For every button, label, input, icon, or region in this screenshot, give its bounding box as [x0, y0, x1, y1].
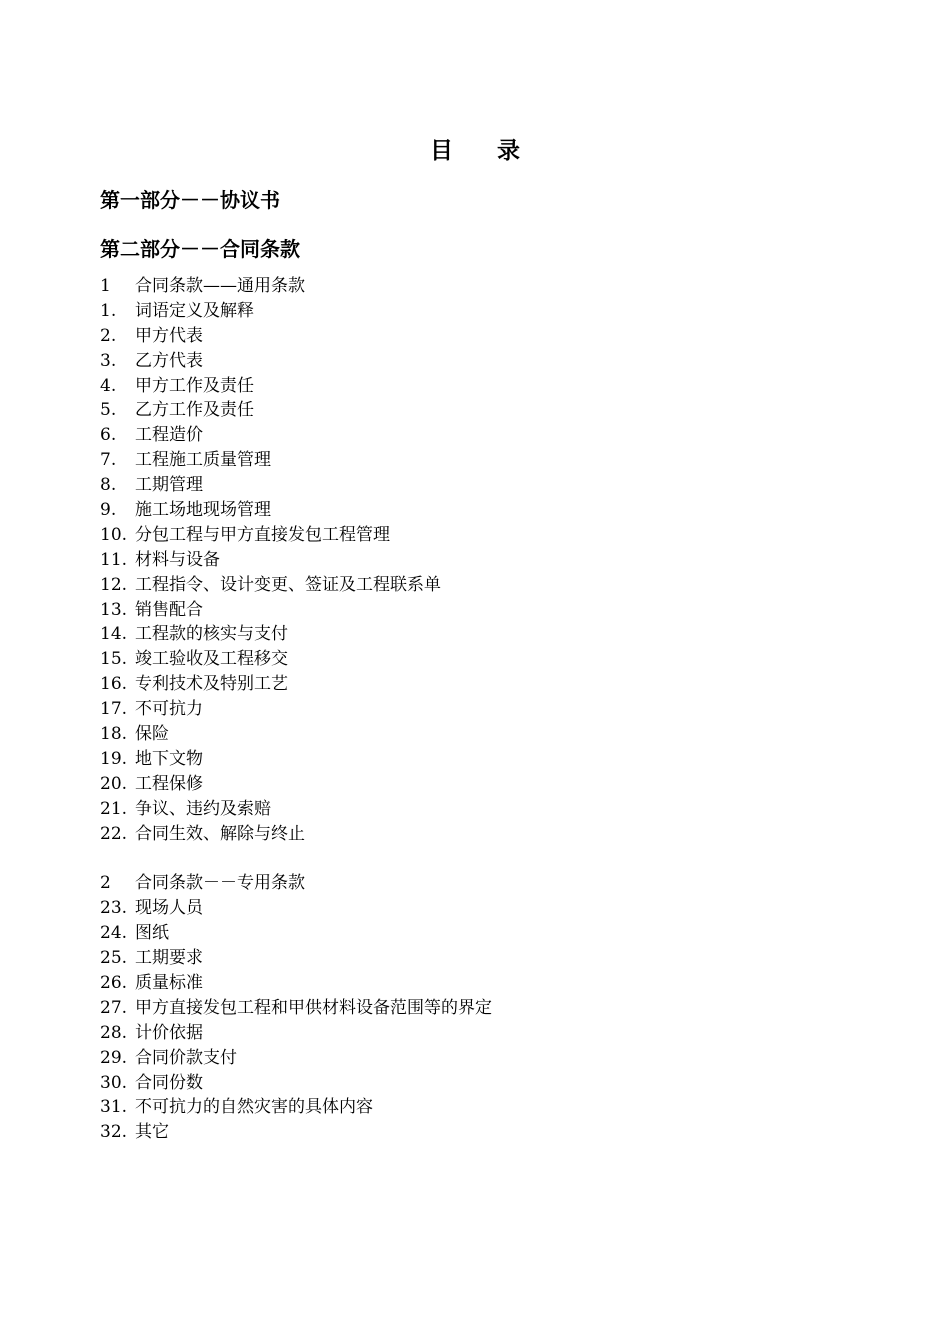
toc-title-char-2: 录: [497, 138, 520, 164]
part-one-heading: 第一部分－－协议书: [100, 188, 280, 212]
toc-entry-text: 乙方代表: [135, 350, 203, 371]
section-heading-text: 合同条款——通用条款: [135, 276, 305, 296]
toc-list: [100, 274, 492, 1145]
toc-entry: [100, 971, 492, 996]
section-heading-number: 1: [100, 276, 111, 296]
toc-entry: [100, 473, 492, 498]
toc-entry-number: 22.: [100, 823, 128, 844]
toc-entry: [100, 1120, 492, 1145]
section-heading-text: 合同条款－－专用条款: [135, 873, 305, 894]
toc-entry-number: 15.: [100, 649, 128, 670]
toc-entry: [100, 996, 492, 1021]
toc-entry-number: 10.: [100, 524, 128, 545]
toc-entry: [100, 1046, 492, 1071]
toc-entry-text: 专利技术及特别工艺: [135, 674, 288, 695]
toc-entry: [100, 523, 492, 548]
toc-entry-number: 8.: [100, 475, 117, 496]
toc-entry-number: 7.: [100, 450, 117, 471]
toc-entry-number: 27.: [100, 997, 128, 1018]
section-heading-row: [100, 871, 492, 896]
toc-entry-number: 26.: [100, 972, 128, 993]
toc-entry: [100, 324, 492, 349]
toc-entry-text: 工程款的核实与支付: [135, 624, 288, 645]
toc-entry-text: 其它: [135, 1122, 169, 1143]
toc-entry-number: 21.: [100, 798, 128, 819]
toc-entry-text: 工程保修: [135, 773, 203, 794]
toc-entry-text: 质量标准: [135, 972, 203, 993]
toc-entry: [100, 349, 492, 374]
toc-entry: [100, 299, 492, 324]
toc-entry: [100, 672, 492, 697]
toc-entry-number: 4.: [100, 375, 117, 396]
toc-entry-number: 16.: [100, 674, 128, 695]
toc-entry: [100, 448, 492, 473]
toc-entry-text: 合同份数: [135, 1072, 203, 1093]
toc-entry: [100, 921, 492, 946]
toc-entry-text: 施工场地现场管理: [135, 500, 271, 521]
toc-entry-number: 17.: [100, 699, 128, 720]
toc-entry: [100, 896, 492, 921]
toc-entry-number: 6.: [100, 425, 117, 446]
toc-entry-number: 18.: [100, 724, 128, 745]
toc-entry: [100, 598, 492, 623]
toc-entry-text: 保险: [135, 724, 169, 745]
toc-entry-text: 分包工程与甲方直接发包工程管理: [135, 524, 390, 545]
toc-entry-number: 5.: [100, 400, 117, 421]
toc-entry-number: 28.: [100, 1022, 128, 1043]
toc-entry-number: 11.: [100, 549, 128, 570]
toc-entry: [100, 573, 492, 598]
toc-entry-number: 9.: [100, 500, 117, 521]
toc-entry: [100, 498, 492, 523]
section-heading-row: [100, 274, 492, 299]
toc-entry-text: 销售配合: [135, 599, 203, 620]
toc-entry-number: 19.: [100, 748, 128, 769]
toc-entry: [100, 622, 492, 647]
toc-entry-number: 14.: [100, 624, 128, 645]
toc-entry-text: 现场人员: [135, 898, 203, 919]
toc-entry-text: 合同生效、解除与终止: [135, 823, 305, 844]
toc-entry-number: 23.: [100, 898, 128, 919]
toc-entry: [100, 697, 492, 722]
toc-entry-number: 29.: [100, 1047, 128, 1068]
toc-entry-number: 2.: [100, 325, 117, 346]
toc-entry-text: 争议、违约及索赔: [135, 798, 271, 819]
section-heading-number: 2: [100, 873, 111, 894]
toc-entry: [100, 548, 492, 573]
toc-entry-text: 甲方代表: [135, 325, 203, 346]
toc-entry: [100, 797, 492, 822]
toc-entry-text: 词语定义及解释: [135, 300, 254, 321]
toc-entry: [100, 1095, 492, 1120]
section-spacer: [100, 846, 492, 871]
toc-entry-text: 工程指令、设计变更、签证及工程联系单: [135, 574, 441, 595]
toc-entry-text: 工程施工质量管理: [135, 450, 271, 471]
toc-entry-number: 30.: [100, 1072, 128, 1093]
toc-entry: [100, 946, 492, 971]
toc-entry: [100, 822, 492, 847]
toc-entry-text: 地下文物: [135, 748, 203, 769]
toc-entry: [100, 1071, 492, 1096]
toc-entry: [100, 772, 492, 797]
toc-entry: [100, 423, 492, 448]
toc-entry: [100, 722, 492, 747]
toc-entry: [100, 1021, 492, 1046]
toc-entry-text: 材料与设备: [135, 549, 220, 570]
toc-entry-number: 3.: [100, 350, 117, 371]
toc-entry-text: 乙方工作及责任: [135, 400, 254, 421]
toc-title: [0, 136, 950, 166]
toc-title-char-1: 目: [430, 138, 453, 164]
toc-entry-text: 图纸: [135, 923, 169, 944]
toc-entry-text: 工期管理: [135, 475, 203, 496]
toc-entry: [100, 398, 492, 423]
toc-entry-number: 1.: [100, 300, 117, 321]
toc-entry-text: 不可抗力的自然灾害的具体内容: [135, 1097, 373, 1118]
toc-entry-text: 工程造价: [135, 425, 203, 446]
toc-entry-number: 13.: [100, 599, 128, 620]
toc-entry-text: 计价依据: [135, 1022, 203, 1043]
part-two-heading: 第二部分－－合同条款: [100, 237, 300, 261]
toc-entry-text: 甲方工作及责任: [135, 375, 254, 396]
toc-entry-number: 31.: [100, 1097, 128, 1118]
toc-entry: [100, 747, 492, 772]
toc-entry: [100, 647, 492, 672]
toc-entry-number: 24.: [100, 923, 128, 944]
toc-entry-text: 合同价款支付: [135, 1047, 237, 1068]
toc-entry: [100, 374, 492, 399]
toc-entry-text: 工期要求: [135, 948, 203, 969]
toc-entry-text: 甲方直接发包工程和甲供材料设备范围等的界定: [135, 997, 492, 1018]
toc-entry-text: 不可抗力: [135, 699, 203, 720]
toc-entry-number: 32.: [100, 1122, 128, 1143]
toc-entry-number: 12.: [100, 574, 128, 595]
toc-entry-text: 竣工验收及工程移交: [135, 649, 288, 670]
toc-entry-number: 20.: [100, 773, 128, 794]
toc-entry-number: 25.: [100, 948, 128, 969]
